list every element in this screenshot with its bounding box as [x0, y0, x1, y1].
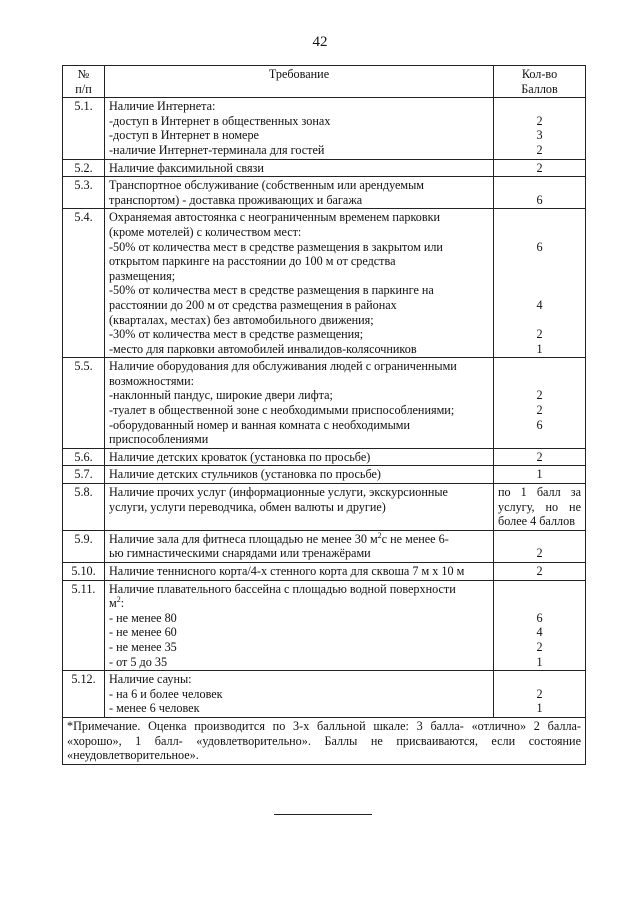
requirement-line: Наличие теннисного корта/4-х стенного корта для сквоша 7 м х 10 м [109, 564, 465, 578]
points-value [498, 313, 581, 328]
points-value: 2 [536, 449, 543, 464]
points-value [498, 582, 581, 597]
requirement-line: Наличие детских кроваток (установка по просьбе) [109, 449, 371, 464]
requirement-line: -30% от количества мест в средстве размещения; [109, 327, 364, 342]
points-value [498, 225, 581, 240]
requirement-line: Наличие оборудования для обслуживания людей с ограниченными [109, 359, 457, 374]
requirements-table [62, 65, 586, 765]
table-row [63, 448, 586, 466]
points-value: 2 [536, 639, 543, 654]
requirement-line: -доступ в Интернет в номере [109, 128, 259, 143]
requirement-line: размещения; [109, 268, 176, 283]
points-value [498, 596, 581, 611]
points-value [498, 254, 581, 269]
requirement-line: - на 6 и более человек [109, 686, 223, 701]
points-cell [494, 466, 586, 484]
requirement-cell [105, 466, 494, 484]
requirement-line: Транспортное обслуживание (собственным или арендуемым [109, 178, 425, 193]
requirement-line: - не менее 35 [109, 639, 177, 654]
requirement-line: -наличие Интернет-терминала для гостей [109, 142, 325, 157]
table-row [63, 671, 586, 718]
requirement-line: приспособлениями [109, 432, 209, 447]
requirement-line: - менее 6 человек [109, 701, 200, 716]
points-value: 2 [536, 403, 543, 418]
points-cell [494, 530, 586, 562]
header-num: № п/п [63, 66, 105, 98]
requirement-text: с не менее 6- [381, 531, 449, 546]
requirement-cell [105, 580, 494, 671]
requirement-cell [105, 671, 494, 718]
table-row [63, 484, 586, 531]
requirement-line: Наличие прочих услуг (информационные услуги, экскурсионные [109, 485, 448, 500]
requirement-line: расстоянии до 200 м от средства размещения в районах [109, 297, 397, 312]
points-cell [494, 177, 586, 209]
requirement-line: -доступ в Интернет в общественных зонах [109, 113, 331, 128]
requirement-line: - не менее 80 [109, 610, 177, 625]
requirement-line: -50% от количества мест в средстве размещения в паркинге на [109, 283, 434, 298]
points-value: 1 [536, 701, 543, 716]
points-value [498, 532, 581, 547]
points-value: 2 [536, 686, 543, 701]
requirement-cell [105, 358, 494, 449]
points-cell [494, 671, 586, 718]
table-row [63, 563, 586, 581]
note-text: *Примечание. Оценка производится по 3-х балльной шкале: 3 балла- «отлично» 2 балла- «хорошо», 1 балл- «удовлетворительно». Баллы не присваиваются, если состояние «неудовлетворительное». [63, 717, 586, 764]
row-number: 5.12. [63, 671, 105, 718]
points-value [498, 359, 581, 374]
requirement-line: -наклонный пандус, широкие двери лифта; [109, 388, 333, 403]
points-value: 2 [536, 327, 543, 342]
requirement-text: Наличие зала для фитнеса площадью не менее 30 м [109, 531, 378, 546]
row-number: 5.1. [63, 98, 105, 159]
points-cell [494, 209, 586, 358]
row-number: 5.10. [63, 563, 105, 581]
row-number: 5.2. [63, 159, 105, 177]
requirement-line: -50% от количества мест в средстве размещения в закрытом или [109, 239, 443, 254]
points-value: 3 [536, 128, 543, 143]
table-row [63, 159, 586, 177]
row-number: 5.4. [63, 209, 105, 358]
requirement-line: Наличие факсимильной связи [109, 160, 264, 175]
table-row [63, 209, 586, 358]
table-row [63, 530, 586, 562]
points-text-line: более 4 баллов [498, 514, 575, 529]
row-number: 5.5. [63, 358, 105, 449]
table-row [63, 466, 586, 484]
requirement-line: (кроме мотелей) с количеством мест: [109, 224, 302, 239]
points-text-line: по 1 балл за [498, 485, 581, 500]
points-cell [494, 580, 586, 671]
row-number: 5.11. [63, 580, 105, 671]
points-value [498, 672, 581, 687]
table-row [63, 177, 586, 209]
points-value: 1 [536, 467, 543, 482]
points-value: 6 [536, 239, 543, 254]
table-header-row [63, 66, 586, 98]
points-value: 1 [536, 654, 543, 669]
points-value: 2 [536, 160, 543, 175]
points-value: 1 [536, 341, 543, 356]
requirement-cell [105, 209, 494, 358]
requirement-line: транспортом) - доставка проживающих и багажа [109, 192, 363, 207]
points-value: 6 [536, 192, 543, 207]
table-row [63, 358, 586, 449]
requirement-line: - от 5 до 35 [109, 654, 168, 669]
points-cell [494, 484, 586, 531]
requirement-cell [105, 448, 494, 466]
requirement-line: (кварталах, местах) без автомобильного движения; [109, 312, 374, 327]
requirement-line: Наличие детских стульчиков (установка по просьбе) [109, 467, 381, 482]
requirement-line: - не менее 60 [109, 625, 177, 640]
note-row [63, 717, 586, 764]
requirement-cell [105, 98, 494, 159]
table-row [63, 98, 586, 159]
points-value [498, 99, 581, 114]
row-number: 5.7. [63, 466, 105, 484]
superscript: 2 [116, 596, 121, 605]
superscript: 2 [377, 531, 382, 540]
requirement-line: Наличие сауны: [109, 672, 192, 687]
requirement-cell [105, 530, 494, 562]
requirement-line: Наличие Интернета: [109, 99, 216, 114]
requirement-line: Наличие плавательного бассейна с площадью водной поверхности [109, 581, 456, 596]
requirement-line [109, 532, 489, 547]
requirement-line: услуги, услуги переводчика, обмен валюты и другие) [109, 499, 386, 514]
points-cell [494, 563, 586, 581]
points-value: 2 [536, 142, 543, 157]
requirement-line: -туалет в общественной зоне с необходимыми приспособлениями; [109, 403, 455, 418]
points-value [498, 178, 581, 193]
row-number: 5.8. [63, 484, 105, 531]
table-body [63, 98, 586, 718]
requirement-line: ью гимнастическими снарядами или тренажёрами [109, 546, 371, 561]
requirement-cell [105, 563, 494, 581]
points-text-line: услугу, но не [498, 499, 581, 514]
requirement-cell [105, 159, 494, 177]
requirement-line: $м^2$: [109, 596, 125, 611]
row-number: 5.6. [63, 448, 105, 466]
points-value: 2 [536, 546, 543, 561]
points-cell [494, 448, 586, 466]
row-number: 5.3. [63, 177, 105, 209]
requirement-line: -место для парковки автомобилей инвалидов-колясочников [109, 341, 417, 356]
requirement-text: м [109, 596, 117, 611]
requirement-line: Охраняемая автостоянка с неограниченным временем парковки [109, 210, 441, 225]
points-value: 2 [536, 388, 543, 403]
points-value [498, 374, 581, 389]
points-value: 4 [536, 297, 543, 312]
requirement-line: возможностями: [109, 373, 195, 388]
points-value: 6 [536, 417, 543, 432]
points-value: 4 [536, 625, 543, 640]
requirement-cell [105, 177, 494, 209]
table-row [63, 580, 586, 671]
footer-rule [274, 814, 372, 815]
points-value [498, 432, 581, 447]
page-number: 42 [312, 34, 328, 50]
points-value [498, 283, 581, 298]
points-value: 2 [536, 113, 543, 128]
points-value: 2 [536, 564, 543, 578]
points-value [498, 269, 581, 284]
header-points: Кол-во Баллов [494, 66, 586, 98]
points-value: 6 [536, 610, 543, 625]
row-number: 5.9. [63, 530, 105, 562]
points-cell [494, 159, 586, 177]
points-value [498, 210, 581, 225]
points-cell [494, 98, 586, 159]
requirement-cell [105, 484, 494, 531]
points-cell [494, 358, 586, 449]
requirement-line: -оборудованный номер и ванная комната с необходимыми [109, 417, 410, 432]
requirement-line: открытом паркинге на расстоянии до 100 м от средства [109, 254, 396, 269]
header-requirement: Требование [105, 66, 494, 98]
